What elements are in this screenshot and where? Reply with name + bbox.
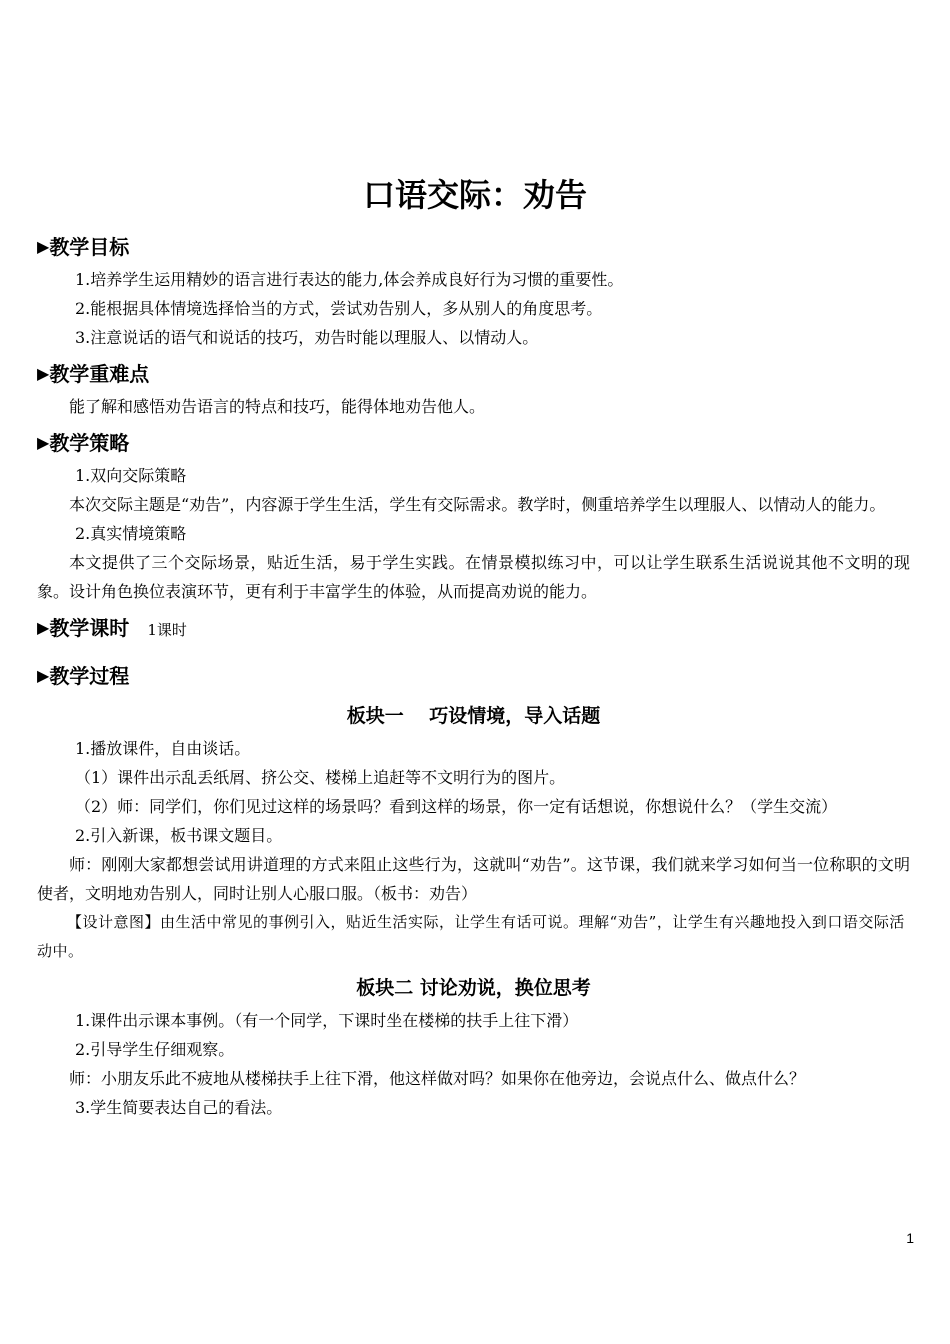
section-heading-label: 教学过程: [49, 664, 130, 688]
section-heading-objectives: [37, 229, 910, 265]
process-paragraph: 2.引入新课，板书课文题目。: [75, 826, 283, 845]
block-title: 板块二 讨论劝说，换位思考: [356, 977, 591, 999]
strategy-item-text: 本次交际主题是“劝告”，内容源于学生生活，学生有交际需求。教学时，侧重培养学生以理服人、以情动人的能力。: [69, 495, 886, 514]
design-intent-note: 【设计意图】由生活中常见的事例引入，贴近生活实际，让学生有话可说。理解“劝告”，让学生有兴趣地投入到口语交际活动中。: [37, 913, 905, 960]
triangle-bullet-icon: ▶: [37, 433, 50, 452]
process-paragraph: 1.播放课件，自由谈话。: [75, 739, 251, 758]
key-points-text: 能了解和感悟劝告语言的特点和技巧，能得体地劝告他人。: [69, 397, 486, 416]
process-paragraph: （1）课件出示乱丢纸屑、挤公交、楼梯上追赶等不文明行为的图片。: [75, 768, 566, 787]
objective-item: 3.注意说话的语气和说话的技巧，劝告时能以理服人、以情动人。: [75, 328, 539, 347]
section-heading-label: 教学重难点: [49, 362, 150, 386]
section-heading-label: 教学目标: [49, 235, 130, 259]
section-heading-process: [37, 658, 910, 694]
triangle-bullet-icon: ▶: [37, 364, 50, 383]
section-heading-label: 教学策略: [49, 431, 130, 455]
strategy-item-title: 1.双向交际策略: [75, 466, 187, 485]
document-title: 口语交际：劝告: [362, 176, 587, 214]
process-paragraph: 2.引导学生仔细观察。: [75, 1040, 235, 1059]
process-paragraph: 师：小朋友乐此不疲地从楼梯扶手上往下滑，他这样做对吗？如果你在他旁边，会说点什么、做点什么？: [69, 1069, 806, 1088]
strategy-item-title: 2.真实情境策略: [75, 524, 187, 543]
section-heading-key-points: [37, 356, 910, 392]
process-paragraph: （2）师：同学们，你们见过这样的场景吗？看到这样的场景，你一定有话想说，你想说什么？（学生交流）: [75, 797, 838, 816]
process-paragraph: 1.课件出示课本事例。（有一个同学，下课时坐在楼梯的扶手上往下滑）: [75, 1011, 579, 1030]
triangle-bullet-icon: ▶: [37, 237, 50, 256]
process-paragraph: 师：刚刚大家都想尝试用讲道理的方式来阻止这些行为，这就叫“劝告”。这节课，我们就来学习如何当一位称职的文明使者，文明地劝告别人，同时让别人心服口服。（板书：劝告）: [37, 855, 910, 903]
document-body: [37, 229, 910, 1122]
section-heading-hours: [37, 610, 910, 648]
triangle-bullet-icon: ▶: [37, 618, 50, 637]
objective-item: 2.能根据具体情境选择恰当的方式，尝试劝告别人，多从别人的角度思考。: [75, 299, 603, 318]
page-number: 1: [906, 1230, 914, 1246]
section-heading-label: 教学课时: [49, 616, 130, 640]
strategy-item-text: 本文提供了三个交际场景，贴近生活，易于学生实践。在情景模拟练习中，可以让学生联系生活说说其他不文明的现象。设计角色换位表演环节，更有利于丰富学生的体验，从而提高劝说的能力。: [37, 553, 910, 601]
block-title: 板块一 巧设情境，导入话题: [346, 705, 601, 727]
objective-item: 1.培养学生运用精妙的语言进行表达的能力,体会养成良好行为习惯的重要性。: [75, 270, 624, 289]
triangle-bullet-icon: ▶: [37, 666, 50, 685]
hours-value: 1课时: [147, 621, 187, 639]
section-heading-strategy: [37, 425, 910, 461]
process-paragraph: 3.学生简要表达自己的看法。: [75, 1098, 283, 1117]
